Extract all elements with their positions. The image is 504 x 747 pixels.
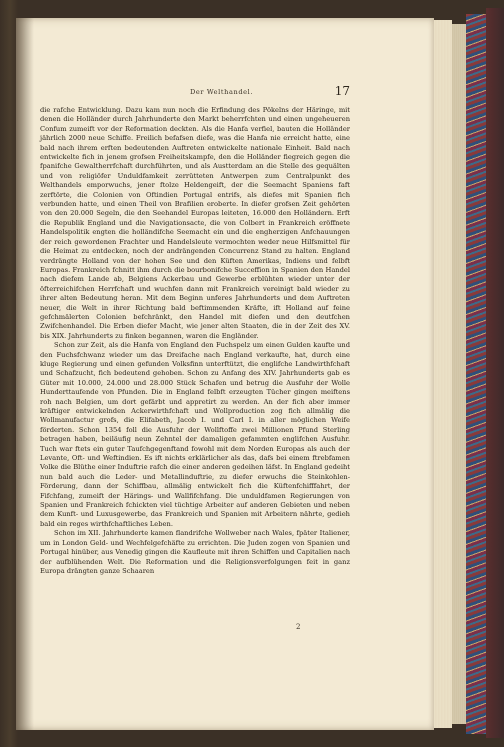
signature-mark: 2: [296, 623, 301, 631]
marbled-edge: [466, 14, 486, 734]
page-number: 17: [334, 84, 350, 98]
paragraph-2: Schon zur Zeit, als die Hanfa von England den Fuchspelz um einen Gulden kaufte und den Fuchsfchwanz wieder um das Dreifache nach England verkaufte, hat, durch eine kluge Regierung und einen gefunden Volksfinn unterftützt, die englifche Landwirthfchaft und Schafzucht, fich bedeutend gehoben. Schon zu Anfang des XIV. Jahrhunderts gab es Güter mit 10.000, 24.000 und 28.000 Stück Schafen und betrug die Ausfuhr der Wolle Hunderttaufende von Pfunden. Die in England felbft erzeugten Tücher gingen meiftens roh nach Belgien, um dort gefärbt und appretirt zu werden. An der fich aber immer kräftiger entwickelnden Ackerwirthfchaft und Wollproduction zog fich allmälig die Wollmanufactur grofs, die Elifabeth, Jacob I. und Carl I. in aller möglichen Weife förderten. Schon 1354 foll die Ausfuhr der Wollftoffe zwei Millionen Pfund Sterling betragen haben, beiläufig neun Zehntel der damaligen gefammten englifchen Ausfuhr. Tuch war ftets ein guter Taufchgegenftand fowohl mit dem Norden Europas als auch der Levante, Oft- und Weftindien. Es ift nichts erklärlicher als das, dafs bei einem ftrebfamen Volke die Blüthe einer Induftrie rafch die einer anderen gedeihen läfst. In England gedeiht nun bald auch die Leder- und Metallinduftrie, zu diefer erwuchs die Steinkohlen-Förderung, dann der Schiffbau, allmälig entwickelt fich die Küftenfchifffahrt, der Fifchfang, zumeift der Härings- und Wallfifchfang. Die unduldfamen Regierungen von Spanien und Frankreich fchickten viel tüchtige Arbeiter auf anderen Gebieten und neben dem Kunft- und Luxusgewerbe, das Frankreich und Spanien mit Arbeitern nährte, gedieh bald ein reges wirthfchaftliches Leben.: [40, 341, 350, 528]
body-text: [40, 106, 350, 576]
page-gutter-shadow: [16, 18, 34, 730]
page-header: [40, 84, 350, 102]
page-edges-outer: [452, 24, 466, 724]
book-cover-edge: [486, 8, 504, 738]
running-title: Der Welthandel.: [190, 88, 254, 96]
paragraph-1: die rafche Entwicklung. Dazu kam nun noch die Erfindung des Pökelns der Häringe, mit denen die Holländer durch Jahrhunderte den Markt beherrfchten und einen ungeheueren Confum zumeift vor der Reformation deckten. Als die Hanfa verfiel, bauten die Holländer jährlich 2000 neue Schiffe. Freilich befafsen diefe, was die Hanfa nie erreicht hatte, eine bald nach ihrem erften bedeutenden Auftreten entwickelte nationale Einheit. Bald nach entwickelte fich in jenem grofsen Freiheitskampfe, den die Holländer fiegreich gegen die fpanifche Gewaltherrfchaft durchführten, und als Austterdam an die Stelle des gequälten und von religiöfer Unduldfamkeit zerrütteten Antwerpen zum Centralpunkt des Welthandels emporwuchs, jener ftolze Heldengeift, der die Seemacht Spaniens faft zerftörte, die Colonien von Oftindien Portugal entrifs, als diefes mit Spanien fich verbunden hatte, und einen Theil von Brafilien eroberte. In diefer grofsen Zeit gehörten von den 20.000 Segeln, die den Seehandel Europas leiteten, 16.000 den Holländern. Erft die Republik England und die Navigationsacte, die von Colbert in Frankreich eröffnete Handelspolitik engten die holländifche Seemacht ein und die engherzigen Anfchauungen der reich gewordenen Frachter und Handelsleute vermochten weder neue Hilfsmittel für die Heimat zu entdecken, noch der andrängenden Concurrenz Stand zu halten. England verdrängte Holland von der hohen See und den Küften Amerikas, Indiens und felbft Europas. Frankreich fchnitt ihm durch die bourbonifche Succeffion in Spanien den Handel nach diefem Lande ab, Belgiens Ackerbau und Gewerbe erblühten wieder unter der öfterreichifchen Herrfchaft und wuchfen dann mit Frankreich vereinigt bald wieder zu ihrer alten Bedeutung heran. Mit dem Beginn unferes Jahrhunderts und dem Auftreten neuer, die Welt in ihrer Richtung bald beftimmenden Kräfte, ift Holland auf feine gefchmälerten Colonien befchränkt, den Handel mit diefen und den deutfchen Zwifchenhandel. Die Erben diefer Macht, wie jener alten Staaten, die in der Zeit des XV. bis XIX. Jahrhunderts zu finken begannen, waren die Engländer.: [40, 106, 350, 340]
paragraph-3: Schon im XII. Jahrhunderte kamen flandrifche Wollweber nach Wales, fpäter Italiener, um in London Geld- und Wechfelgefchäfte zu errichten. Die Juden zogen von Spanien und Portugal hinüber, aus Venedig gingen die Kaufleute mit ihren Schiffen und Capitalien nach der aufblühenden Welt. Die Reformation und die Religionsverfolgungen feit in ganz Europa drängten ganze Schaaren: [40, 529, 350, 575]
